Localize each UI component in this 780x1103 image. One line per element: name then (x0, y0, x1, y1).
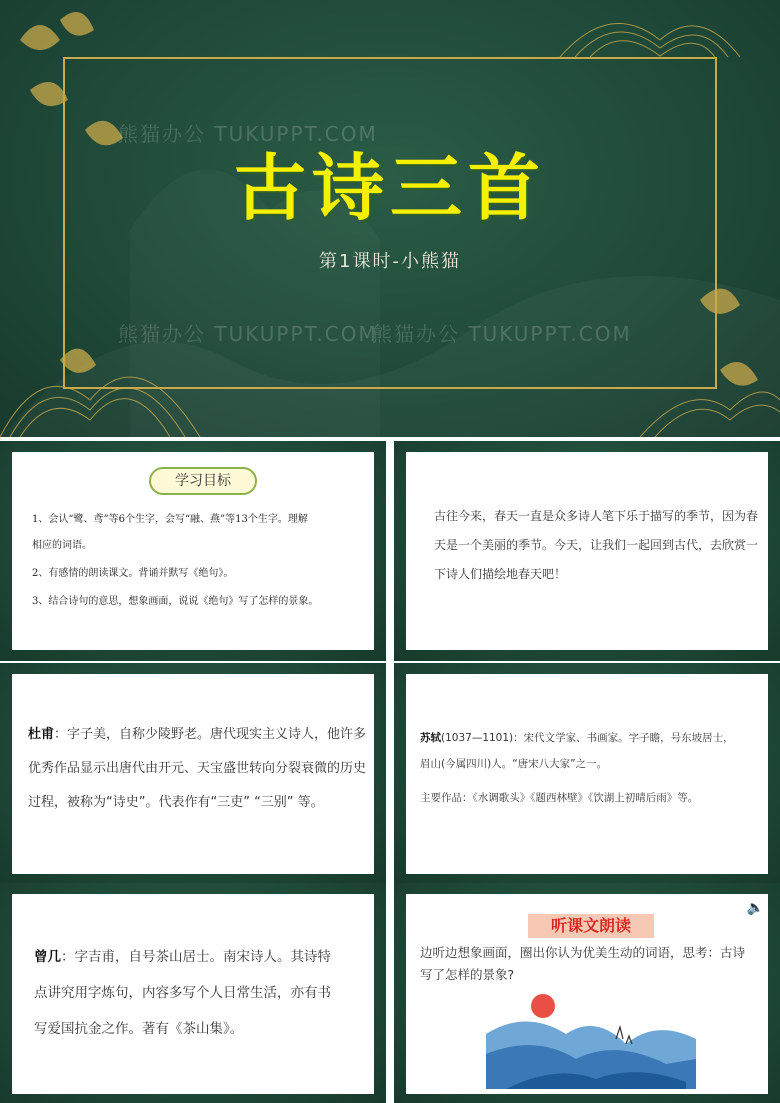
landscape-illustration (486, 1004, 706, 1089)
slide-su-shi (394, 663, 780, 883)
slide-card (406, 452, 768, 650)
slide-du-fu (0, 663, 386, 883)
watermark: 熊猫办公 TUKUPPT.COM (118, 322, 378, 346)
task-line: 边听边想象画面，圈出你认为优美生动的词语，思考：古诗 (420, 945, 746, 960)
slide-card (406, 894, 768, 1094)
poet-name: 杜甫 (28, 727, 55, 742)
goal-line: 3、结合诗句的意思，想象画面，说说《绝句》写了怎样的景象。 (32, 596, 319, 607)
slide-listen (394, 883, 780, 1103)
goal-line: 相应的词语。 (32, 540, 92, 551)
slide-zeng-ji (0, 883, 386, 1103)
slide-card (12, 674, 374, 874)
poet-name: 苏轼 (420, 732, 441, 744)
watermark: 熊猫办公 TUKUPPT.COM (118, 122, 378, 146)
bio-line: 过程，被称为“诗史”。代表作有“三吏” “三别” 等。 (28, 795, 324, 810)
slide-introduction (394, 441, 780, 661)
bio-line: 写爱国抗金之作。著有《茶山集》。 (34, 1021, 244, 1037)
goal-line: 1、会认“鹭、鸢”等6个生字，会写“融、燕”等13个生字。理解 (32, 514, 308, 525)
slide-learning-goals (0, 441, 386, 661)
slide-card (12, 452, 374, 650)
poet-name: 曾几 (34, 949, 61, 965)
task-line: 写了怎样的景象? (420, 967, 515, 982)
lesson-subtitle: 第1课时-小熊猫 (319, 251, 461, 272)
slide-card (12, 894, 374, 1094)
title-slide (0, 0, 780, 437)
works-line: 主要作品：《水调歌头》《题西林壁》《饮湖上初晴后雨》等。 (420, 792, 699, 804)
listen-banner: 听课文朗读 (528, 914, 654, 938)
speaker-icon[interactable]: 🔈 (746, 900, 764, 916)
intro-line: 天是一个美丽的季节。今天，让我们一起回到古代，去欣赏一 (434, 538, 759, 552)
bio-line: 曾几：字吉甫，自号茶山居士。南宋诗人。其诗特 (34, 949, 331, 965)
slide-card (406, 674, 768, 874)
bio-line: 眉山(今属四川)人。“唐宋八大家”之一。 (420, 758, 608, 770)
bio-line: 点讲究用字炼句，内容多写个人日常生活，亦有书 (34, 985, 331, 1001)
bio-line: 杜甫：字子美，自称少陵野老。唐代现实主义诗人，他许多 (28, 727, 367, 742)
bio-line: 苏轼(1037—1101)：宋代文学家、书画家。字子瞻，号东坡居士， (420, 732, 734, 744)
goal-line: 2、有感情的朗读课文。背诵并默写《绝句》。 (32, 568, 234, 579)
intro-line: 古往今来，春天一直是众多诗人笔下乐于描写的季节，因为春 (434, 509, 759, 523)
intro-line: 下诗人们描绘地春天吧！ (434, 567, 567, 581)
learning-goals-badge: 学习目标 (149, 467, 257, 495)
lesson-title: 古诗三首 (233, 146, 546, 230)
bio-line: 优秀作品显示出唐代由开元、天宝盛世转向分裂衰微的历史 (28, 761, 367, 776)
watermark: 熊猫办公 TUKUPPT.COM (372, 322, 632, 346)
